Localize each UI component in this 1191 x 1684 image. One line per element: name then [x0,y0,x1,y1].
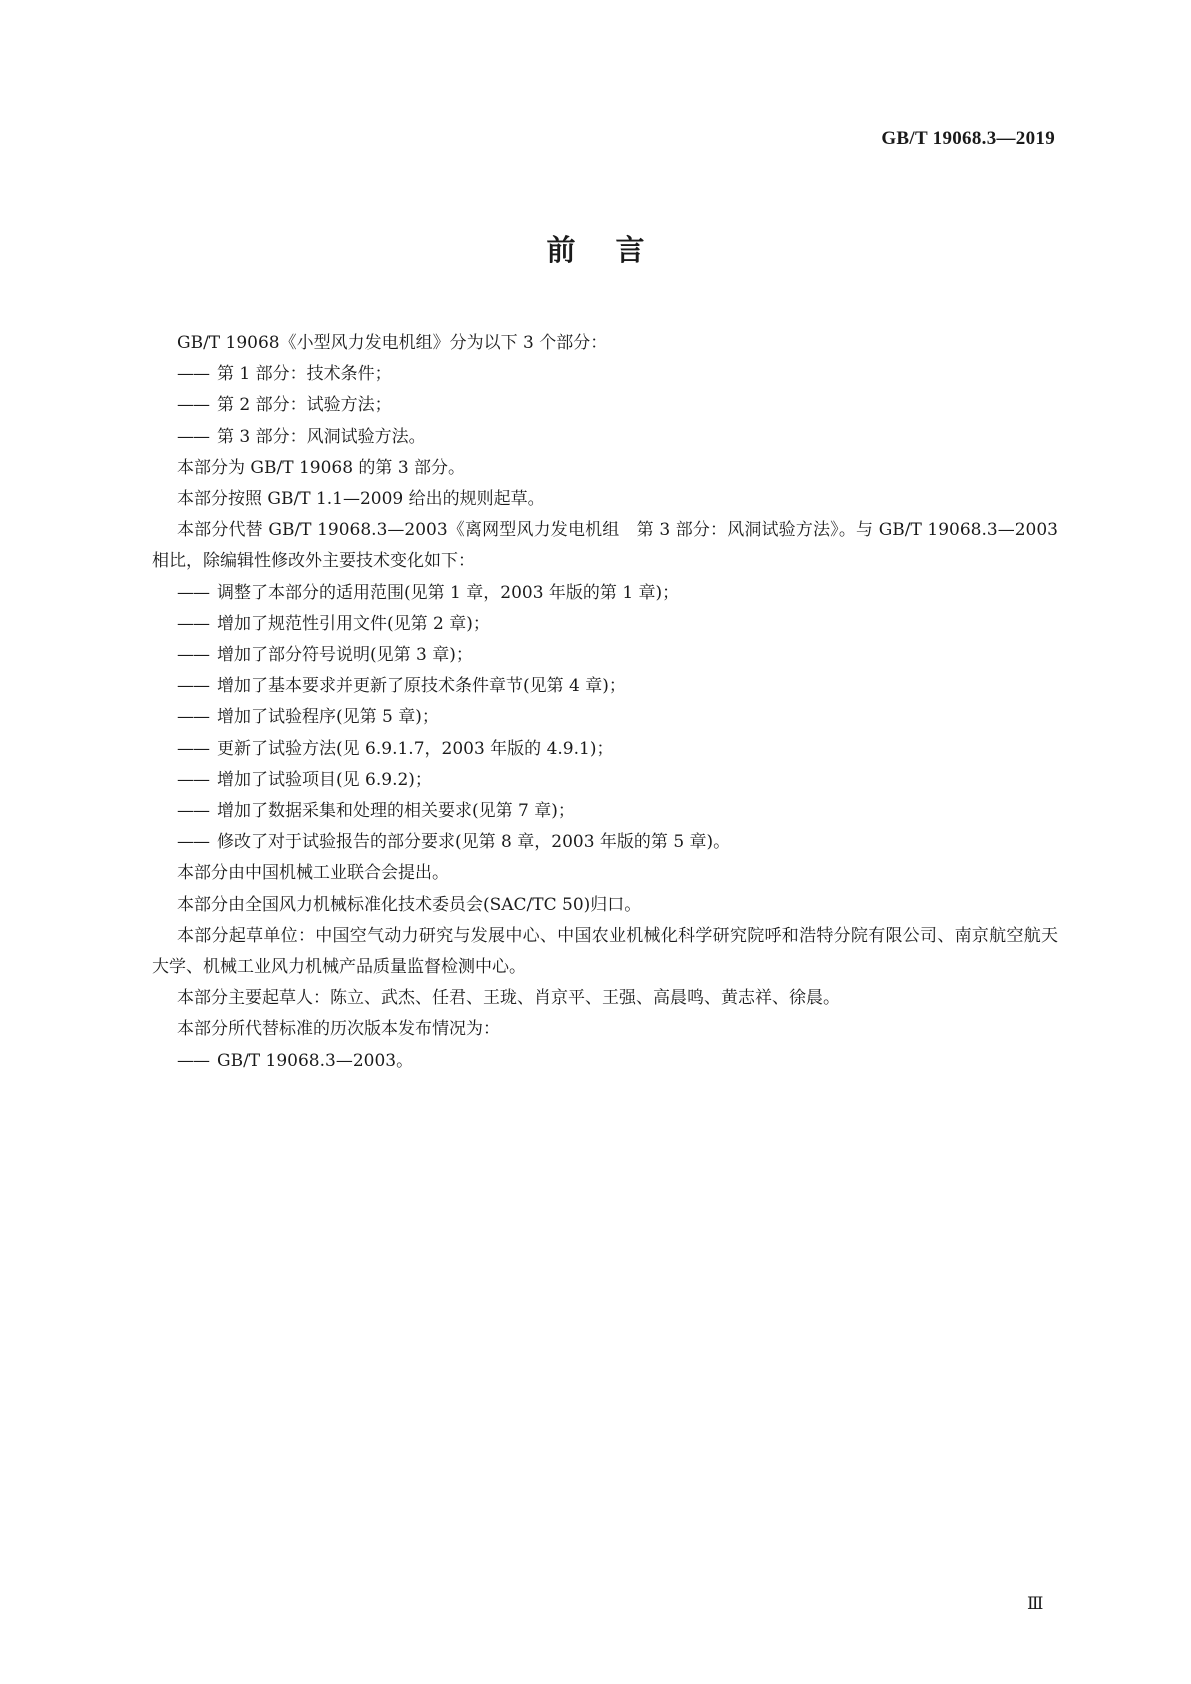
paragraph-replacement: 本部分代替 GB/T 19068.3—2003《离网型风力发电机组 第 3 部分：风洞试验方法》。与 GB/T 19068.3—2003 相比，除编辑性修改外主要技术变化如下： [152,520,1058,572]
list-item-text: 增加了基本要求并更新了原技术条件章节(见第 4 章)； [217,676,626,697]
list-item-text: 增加了规范性引用文件(见第 2 章)； [217,613,490,634]
list-item-change-3 [152,640,1058,671]
list-item-part-3 [152,422,1058,453]
list-item-text: 第 1 部分：技术条件； [217,364,392,385]
list-item-history-1 [152,1046,1058,1077]
paragraph-drafting-units: 本部分起草单位：中国空气动力研究与发展中心、中国农业机械化科学研究院呼和浩特分院有限公司、南京航空航天大学、机械工业风力机械产品质量监督检测中心。 [152,925,1058,978]
list-item-text: 增加了试验项目(见 6.9.2)； [217,769,432,790]
list-dash: —— [177,582,209,603]
paragraph-proposer: 本部分由中国机械工业联合会提出。 [177,863,449,884]
list-item-text: 增加了部分符号说明(见第 3 章)； [217,645,473,666]
list-dash: —— [177,769,209,790]
list-item-part-1 [152,359,1058,390]
page-title: 前言 [546,233,685,267]
paragraph-parts-intro: GB/T 19068《小型风力发电机组》分为以下 3 个部分： [177,333,608,353]
list-item-change-5 [152,702,1058,733]
list-dash: —— [177,426,209,447]
list-item-change-4 [152,671,1058,702]
list-item-text: 更新了试验方法(见 6.9.1.7，2003 年版的 4.9.1)； [217,738,614,759]
list-item-text: 修改了对于试验报告的部分要求(见第 8 章，2003 年版的第 5 章)。 [217,832,731,853]
list-dash: —— [177,738,209,759]
paragraph-part-identity: 本部分为 GB/T 19068 的第 3 部分。 [177,457,466,478]
list-item-text: 增加了数据采集和处理的相关要求(见第 7 章)； [217,801,575,822]
list-item-text: 第 3 部分：风洞试验方法。 [217,426,426,447]
list-item-change-8 [152,796,1058,827]
standard-number: GB/T 19068.3—2019 [881,128,1055,149]
list-item-part-2 [152,390,1058,421]
paragraph-committee: 本部分由全国风力机械标准化技术委员会(SAC/TC 50)归口。 [177,894,642,915]
list-item-text: 增加了试验程序(见第 5 章)； [217,707,439,728]
paragraph-drafters: 本部分主要起草人：陈立、武杰、任君、王珑、肖京平、王强、高晨鸣、黄志祥、徐晨。 [177,988,840,1009]
list-item-change-2 [152,609,1058,640]
list-item-text: 第 2 部分：试验方法； [217,395,392,416]
list-dash: —— [177,645,209,666]
page-number: Ⅲ [1027,1594,1044,1613]
list-item-text: GB/T 19068.3—2003。 [217,1050,414,1071]
list-dash: —— [177,395,209,416]
paragraph-history-intro: 本部分所代替标准的历次版本发布情况为： [177,1019,500,1040]
list-dash: —— [177,364,209,385]
list-dash: —— [177,832,209,853]
list-item-change-6 [152,734,1058,765]
list-dash: —— [177,676,209,697]
list-item-text: 调整了本部分的适用范围(见第 1 章，2003 年版的第 1 章)； [217,582,680,603]
list-dash: —— [177,707,209,728]
list-item-change-7 [152,765,1058,796]
paragraph-drafting-rules: 本部分按照 GB/T 1.1—2009 给出的规则起草。 [177,489,545,510]
list-item-change-9 [152,827,1058,858]
list-item-change-1 [152,578,1058,609]
list-dash: —— [177,1050,209,1071]
foreword-body [152,328,1058,1077]
list-dash: —— [177,801,209,822]
list-dash: —— [177,613,209,634]
